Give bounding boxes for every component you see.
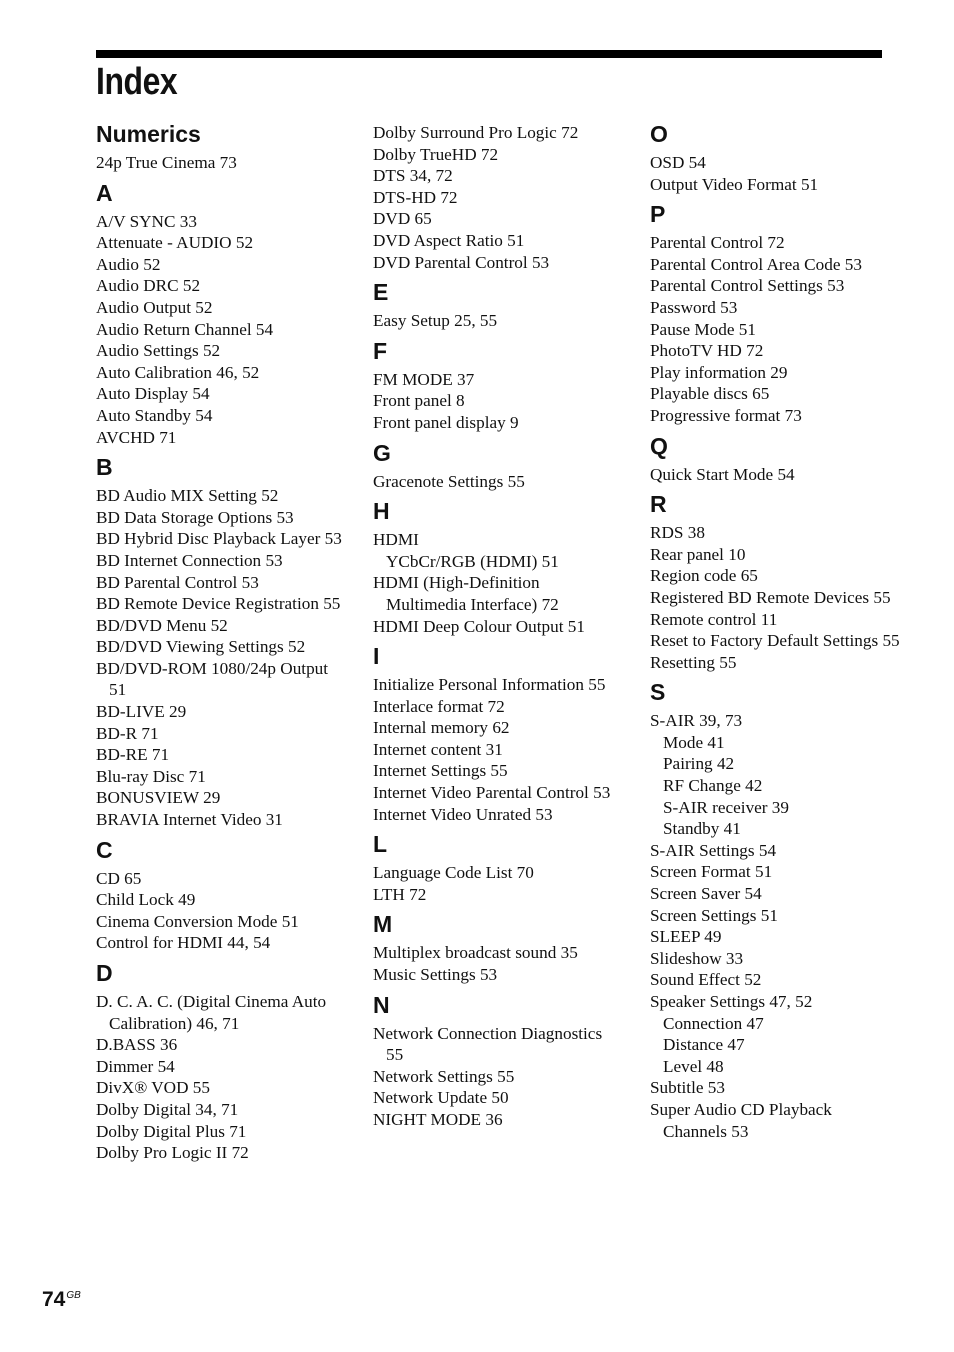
section-letter: S: [650, 679, 666, 706]
index-entry: NIGHT MODE 36: [373, 1110, 503, 1129]
index-entry: Remote control 11: [650, 609, 778, 629]
section-letter: C: [96, 836, 113, 863]
index-entry: Dimmer 54: [96, 1056, 175, 1076]
index-entry: 24p True Cinema 73: [96, 153, 237, 172]
index-entry: Quick Start Mode 54: [650, 464, 795, 484]
section-letter: B: [96, 454, 113, 481]
index-entry: Internet Video Unrated 53: [373, 804, 553, 824]
index-entry: BONUSVIEW 29: [96, 788, 221, 808]
section-letter: N: [373, 991, 390, 1018]
index-entry: Audio Output 52: [96, 297, 213, 317]
section-letter: Numerics: [96, 121, 201, 147]
index-entry: Easy Setup 25, 55: [373, 311, 498, 331]
section-letter: F: [373, 337, 388, 364]
index-entry: Audio DRC 52: [96, 276, 201, 296]
index-entry: Dolby Digital 34, 71: [96, 1099, 239, 1119]
index-entry: Pause Mode 51: [650, 319, 756, 339]
index-entry: S-AIR Settings 54: [650, 840, 777, 860]
index-entry: Language Code List 70: [373, 863, 534, 883]
index-entry: BD Data Storage Options 53: [96, 507, 294, 527]
index-entry: A/V SYNC 33: [96, 211, 197, 231]
index-column-3: [650, 122, 900, 1142]
page-number-value: 74: [42, 1288, 66, 1311]
index-entry: HDMI Deep Colour Output 51: [373, 616, 585, 636]
index-entry: Playable discs 65: [650, 384, 770, 404]
index-subentry: S-AIR receiver 39: [663, 797, 789, 817]
index-subentry: Mode 41: [663, 732, 725, 752]
index-entry: DVD Parental Control 53: [373, 252, 550, 272]
section-letter: A: [96, 179, 113, 206]
index-column-1: [96, 122, 346, 1164]
index-entry: Internal memory 62: [373, 718, 510, 738]
index-subentry: YCbCr/RGB (HDMI) 51: [386, 551, 559, 571]
index-entry: Super Audio CD Playback Channels 53: [650, 1099, 832, 1141]
index-entry: OSD 54: [650, 153, 706, 172]
index-entry: SLEEP 49: [650, 927, 722, 947]
index-entry: Dolby Surround Pro Logic 72: [373, 123, 579, 142]
index-entry: Slideshow 33: [650, 948, 744, 968]
index-entry: Screen Format 51: [650, 862, 773, 882]
index-entry: Parental Control Area Code 53: [650, 254, 862, 274]
index-entry: Play information 29: [650, 362, 788, 382]
index-entry: BRAVIA Internet Video 31: [96, 810, 283, 830]
index-entry: BD/DVD Menu 52: [96, 615, 228, 635]
section-letter: E: [373, 279, 389, 306]
index-entry: Parental Control 72: [650, 233, 785, 253]
index-entry: BD Hybrid Disc Playback Layer 53: [96, 529, 342, 549]
section-letter: M: [373, 911, 393, 938]
index-entry: Registered BD Remote Devices 55: [650, 587, 891, 607]
index-entry: BD Audio MIX Setting 52: [96, 486, 279, 506]
page-number-suffix: GB: [66, 1290, 81, 1301]
index-entry: Audio Settings 52: [96, 341, 221, 361]
header-rule: [96, 50, 882, 58]
index-entry: Internet Video Parental Control 53: [373, 783, 611, 803]
index-entry: Reset to Factory Default Settings 55: [650, 631, 900, 651]
index-entry: S-AIR 39, 73: [650, 711, 743, 731]
index-entry: DVD Aspect Ratio 51: [373, 230, 525, 250]
index-entry: BD Remote Device Registration 55: [96, 594, 341, 614]
index-entry: Dolby Pro Logic II 72: [96, 1143, 249, 1163]
index-entry: Region code 65: [650, 566, 758, 586]
index-entry: Front panel display 9: [373, 412, 519, 432]
index-entry: Internet Settings 55: [373, 761, 508, 781]
index-entry: BD/DVD-ROM 1080/24p Output 51: [96, 658, 329, 700]
index-entry: FM MODE 37: [373, 369, 475, 389]
index-entry: Dolby TrueHD 72: [373, 144, 499, 164]
index-entry: HDMI: [373, 530, 419, 550]
index-entry: Music Settings 53: [373, 965, 498, 985]
section-letter: Q: [650, 432, 668, 459]
index-entry: Speaker Settings 47, 52: [650, 992, 813, 1011]
index-entry: Output Video Format 51: [650, 174, 819, 194]
index-subentry: RF Change 42: [663, 776, 763, 796]
index-entry: RDS 38: [650, 523, 705, 543]
index-entry: D. C. A. C. (Digital Cinema Auto Calibration) 46, 71: [96, 992, 327, 1033]
section-letter: P: [650, 201, 666, 228]
section-letter: L: [373, 831, 388, 858]
section-letter: D: [96, 960, 113, 986]
index-subentry: Connection 47: [663, 1013, 764, 1033]
index-entry: D.BASS 36: [96, 1035, 178, 1055]
section-letter: O: [650, 121, 668, 147]
index-entry: CD 65: [96, 868, 142, 888]
index-subentry: Level 48: [663, 1056, 724, 1076]
index-entry: Dolby Digital Plus 71: [96, 1121, 247, 1141]
index-entry: Network Connection Diagnostics 55: [373, 1023, 603, 1065]
index-entry: Password 53: [650, 297, 738, 317]
page-number: [42, 1283, 81, 1313]
page-title: Index: [96, 61, 178, 103]
index-subentry: Pairing 42: [663, 754, 735, 774]
index-entry: BD-LIVE 29: [96, 702, 187, 722]
section-letter: I: [373, 643, 380, 670]
index-entry: Front panel 8: [373, 391, 465, 411]
index-entry: Interlace format 72: [373, 696, 505, 716]
index-subentry: Standby 41: [663, 819, 741, 839]
index-entry: BD-R 71: [96, 723, 159, 743]
index-entry: Resetting 55: [650, 652, 737, 672]
index-entry: Audio 52: [96, 254, 161, 274]
index-entry: Child Lock 49: [96, 890, 196, 910]
section-letter: R: [650, 491, 667, 518]
index-entry: Audio Return Channel 54: [96, 319, 274, 339]
index-entry: Auto Display 54: [96, 384, 210, 404]
index-entry: PhotoTV HD 72: [650, 341, 764, 361]
index-entry: Control for HDMI 44, 54: [96, 933, 271, 953]
index-subentry: Distance 47: [663, 1035, 745, 1055]
index-entry: Auto Standby 54: [96, 405, 213, 425]
index-entry: BD-RE 71: [96, 745, 170, 765]
index-entry: LTH 72: [373, 884, 427, 904]
index-entry: HDMI (High-Definition Multimedia Interface) 72: [373, 573, 559, 614]
index-entry: Attenuate - AUDIO 52: [96, 233, 254, 253]
index-entry: Multiplex broadcast sound 35: [373, 943, 578, 963]
index-entry: Screen Settings 51: [650, 905, 778, 925]
index-entry: Blu-ray Disc 71: [96, 766, 206, 786]
index-entry: BD Parental Control 53: [96, 572, 259, 592]
index-entry: DTS 34, 72: [373, 166, 453, 186]
index-entry: DivX® VOD 55: [96, 1078, 210, 1098]
index-entry: DTS-HD 72: [373, 187, 458, 207]
index-entry: Sound Effect 52: [650, 970, 762, 990]
index-entry: DVD 65: [373, 209, 432, 229]
index-entry: Internet content 31: [373, 739, 503, 759]
index-entry: Network Settings 55: [373, 1066, 515, 1086]
index-entry: Network Update 50: [373, 1088, 509, 1108]
index-entry: Progressive format 73: [650, 405, 802, 425]
index-entry: Gracenote Settings 55: [373, 471, 525, 491]
index-entry: Rear panel 10: [650, 544, 746, 564]
index-entry: BD Internet Connection 53: [96, 550, 283, 570]
index-entry: Screen Saver 54: [650, 884, 762, 904]
index-entry: Cinema Conversion Mode 51: [96, 911, 299, 931]
index-entry: Parental Control Settings 53: [650, 276, 845, 296]
index-entry: Initialize Personal Information 55: [373, 675, 606, 695]
section-letter: G: [373, 439, 391, 466]
index-entry: Auto Calibration 46, 52: [96, 362, 260, 382]
index-entry: Subtitle 53: [650, 1078, 725, 1098]
section-letter: H: [373, 498, 390, 525]
index-column-2: [373, 122, 623, 1131]
index-entry: AVCHD 71: [96, 427, 177, 447]
index-entry: BD/DVD Viewing Settings 52: [96, 637, 306, 657]
